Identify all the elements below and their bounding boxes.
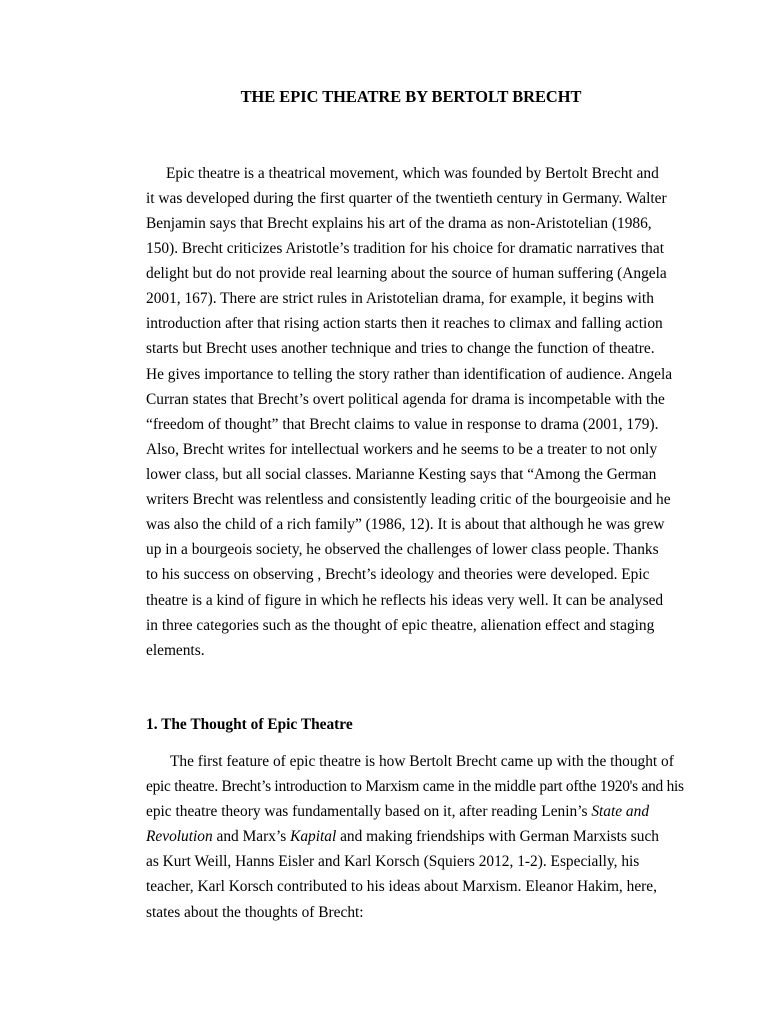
- paragraph-line: it was developed during the first quarter of the twentieth century in Germany. Walter: [146, 190, 667, 207]
- section-paragraph-line: as Kurt Weill, Hanns Eisler and Karl Korsch (Squiers 2012, 1-2). Especially, his: [146, 853, 640, 870]
- section-paragraph-line: [146, 827, 659, 847]
- line-text: and Marx’s: [212, 828, 291, 845]
- section-paragraph-line: teacher, Karl Korsch contributed to his ideas about Marxism. Eleanor Hakim, here,: [146, 878, 657, 895]
- section-paragraph-line: [146, 802, 649, 822]
- paragraph-line: 150). Brecht criticizes Aristotle’s tradition for his choice for dramatic narratives that: [146, 240, 664, 257]
- paragraph-line: elements.: [146, 642, 205, 659]
- paragraph-line: Epic theatre is a theatrical movement, which was founded by Bertolt Brecht and: [166, 165, 659, 182]
- section-paragraph-line: The first feature of epic theatre is how Bertolt Brecht came up with the thought of: [170, 753, 674, 770]
- paragraph-line: delight but do not provide real learning about the source of human suffering (Angela: [146, 265, 667, 282]
- paragraph-line: in three categories such as the thought of epic theatre, alienation effect and staging: [146, 617, 655, 634]
- book-title-state-and: State and: [591, 803, 650, 820]
- line-text: epic theatre theory was fundamentally based on it, after reading Lenin’s: [146, 803, 592, 820]
- line-text: and making friendships with German Marxists such: [336, 828, 659, 845]
- paragraph-line: lower class, but all social classes. Marianne Kesting says that “Among the German: [146, 466, 657, 483]
- paragraph-line: starts but Brecht uses another technique and tries to change the function of theatre.: [146, 340, 655, 357]
- book-title-kapital: Kapital: [290, 828, 337, 845]
- section-heading: 1. The Thought of Epic Theatre: [146, 716, 353, 733]
- paragraph-line: Benjamin says that Brecht explains his art of the drama as non-Aristotelian (1986,: [146, 215, 652, 232]
- paragraph-line: writers Brecht was relentless and consistently leading critic of the bourgeoisie and he: [146, 491, 671, 508]
- paragraph-line: 2001, 167). There are strict rules in Aristotelian drama, for example, it begins with: [146, 290, 654, 307]
- section-paragraph-line: epic theatre. Brecht’s introduction to Marxism came in the middle part ofthe 1920's and his: [146, 778, 684, 795]
- paragraph-line: was also the child of a rich family” (1986, 12). It is about that although he was grew: [146, 516, 665, 533]
- paragraph-line: “freedom of thought” that Brecht claims to value in response to drama (2001, 179).: [146, 416, 659, 433]
- paragraph-line: up in a bourgeois society, he observed the challenges of lower class people. Thanks: [146, 541, 659, 558]
- book-title-revolution: Revolution: [146, 828, 213, 845]
- paragraph-line: Curran states that Brecht’s overt political agenda for drama is incompetable with the: [146, 391, 665, 408]
- section-paragraph-line: states about the thoughts of Brecht:: [146, 904, 364, 921]
- paragraph-line: theatre is a kind of figure in which he reflects his ideas very well. It can be analysed: [146, 592, 664, 609]
- paragraph-line: introduction after that rising action starts then it reaches to climax and falling action: [146, 315, 663, 332]
- paragraph-line: He gives importance to telling the story rather than identification of audience. Angela: [146, 366, 673, 383]
- paragraph-line: Also, Brecht writes for intellectual workers and he seems to be a treater to not only: [146, 441, 658, 458]
- document-title: THE EPIC THEATRE BY BERTOLT BRECHT: [240, 87, 582, 106]
- paragraph-line: to his success on observing , Brecht’s ideology and theories were developed. Epic: [146, 566, 650, 583]
